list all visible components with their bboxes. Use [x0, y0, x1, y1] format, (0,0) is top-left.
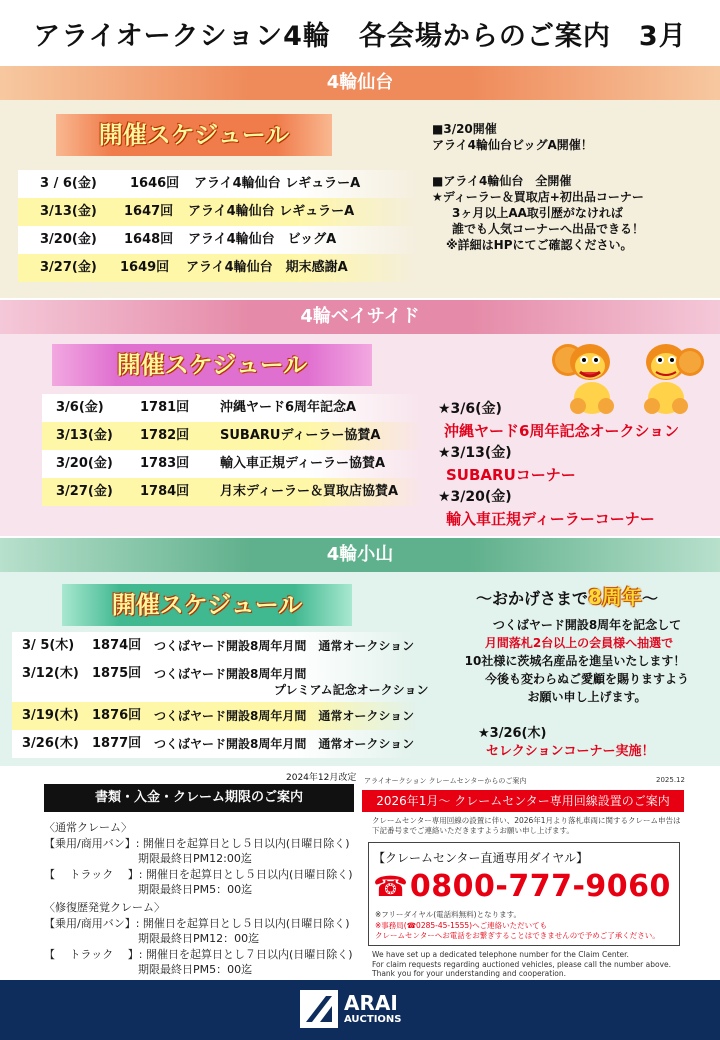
- docs-line: 【乗用/商用バン】: 開催日を起算日とし５日以内(日曜日除く): [44, 836, 350, 850]
- phone-row: [373, 869, 671, 904]
- anniversary-heading: [476, 585, 658, 609]
- row-date: 3/27(金): [56, 484, 113, 499]
- section-sendai: [0, 66, 720, 298]
- row-number: 1874回: [92, 638, 142, 653]
- row-date: 3/19(木): [22, 708, 79, 723]
- dial-label: 【クレームセンター直通専用ダイヤル】: [373, 851, 589, 865]
- claim-header-left: アライオークション クレームセンターからのご案内: [364, 777, 527, 785]
- row-date: 3/ 5(木): [22, 638, 75, 653]
- schedule-heading: 開催スケジュール: [56, 114, 332, 156]
- row-date: 3 / 6(金): [40, 176, 97, 191]
- row-number: 1875回: [92, 666, 142, 681]
- english-line: Thank you for your understanding and cooperation.: [372, 969, 567, 979]
- claim-warning: [375, 921, 660, 941]
- docs-line: 〈通常クレーム〉: [44, 821, 132, 834]
- page-title: アライオークション4輪 各会場からのご案内 3月: [33, 21, 687, 52]
- row-name: つくばヤード開設8周年月間 通常オークション: [154, 737, 415, 751]
- anniversary-msg: お願い申し上げます。: [527, 690, 647, 704]
- schedule-list: [18, 170, 418, 282]
- docs-line: 期限最終日PM12：00迄: [138, 932, 260, 946]
- anniversary-msg: つくばヤード開設8周年を記念して: [492, 618, 682, 632]
- sendai-note: アライ4輪仙台ビッグA開催！: [432, 138, 593, 152]
- row-name: アライ4輪仙台 期末感謝A: [186, 260, 348, 275]
- docs-line: 期限最終日PM12:00迄: [138, 852, 252, 866]
- claim-intro-line: 下記番号までご連絡いただきますようお願い申し上げます。: [372, 826, 574, 835]
- row-name: アライ4輪仙台 レギュラーA: [194, 176, 361, 191]
- anniversary-post: ～: [641, 589, 658, 608]
- row-name: つくばヤード開設8周年月間: [154, 667, 307, 681]
- claim-header-right: 2025.12: [656, 776, 685, 784]
- schedule-row: [12, 632, 416, 660]
- anniversary-msg: 今後も変わらぬご愛顧を賜りますよう: [484, 672, 689, 686]
- sendai-note: ■アライ4輪仙台 全開催: [432, 174, 572, 188]
- docs-body: [44, 820, 353, 978]
- docs-title: 書類・入金・クレーム期限のご案内: [44, 784, 354, 812]
- row-date: 3/13(金): [56, 428, 113, 443]
- row-number: 1876回: [92, 708, 142, 723]
- bayside-note-body: 沖縄ヤード6周年記念オークション: [444, 422, 680, 440]
- logo-text-top: ARAI: [344, 991, 398, 1015]
- oyama-note-body: セレクションコーナー実施！: [486, 744, 655, 759]
- row-name: つくばヤード開設8周年月間 通常オークション: [154, 639, 415, 653]
- bayside-note-head: ★3/13(金): [438, 445, 512, 461]
- venue-band-sendai: 4輪仙台: [0, 66, 720, 100]
- row-name: 輸入車正規ディーラー協賛A: [220, 456, 386, 471]
- docs-line: 【 トラック 】: 開催日を起算日とし７日以内(日曜日除く): [44, 947, 353, 961]
- claim-intro: [372, 816, 681, 836]
- row-date: 3/27(金): [40, 260, 97, 275]
- phone-icon: ☎: [373, 870, 408, 903]
- row-name: SUBARUディーラー協賛A: [220, 428, 381, 443]
- claim-dial-box: [368, 842, 680, 946]
- venue-band-oyama: 4輪小山: [0, 538, 720, 572]
- row-date: 3/13(金): [40, 204, 97, 219]
- row-number: 1648回: [124, 232, 174, 247]
- sendai-note: ※詳細はHPにてご確認ください。: [446, 238, 633, 252]
- schedule-row: [12, 660, 429, 702]
- schedule-row: [12, 730, 416, 758]
- row-date: 3/26(木): [22, 736, 79, 751]
- schedule-list: [12, 632, 429, 758]
- bayside-note-body: SUBARUコーナー: [446, 466, 576, 484]
- phone-number[interactable]: 0800-777-9060: [409, 869, 671, 904]
- row-number: 1877回: [92, 736, 142, 751]
- schedule-row: [18, 170, 418, 198]
- sendai-note: 誰でも人気コーナーへ出品できる！: [452, 222, 645, 236]
- row-name: つくばヤード開設8周年月間 通常オークション: [154, 709, 415, 723]
- docs-line: 期限最終日PM5：00迄: [138, 883, 253, 897]
- row-date: 3/12(木): [22, 666, 79, 681]
- warning-line: ※事務局(☎0285-45-1555)へご連絡いただいても: [375, 921, 548, 930]
- schedule-row: [12, 702, 416, 730]
- arai-logo-mark-icon: [300, 990, 338, 1028]
- schedule-list: [42, 394, 422, 506]
- sendai-note: ★ディーラー＆買取店+初出品コーナー: [432, 190, 644, 204]
- docs-line: 期限最終日PM5：00迄: [138, 963, 253, 977]
- schedule-row: [18, 254, 418, 282]
- info-area: [0, 768, 720, 980]
- warning-line: クレームセンターへお電話をお繋ぎすることはできませんので予めご了承ください。: [375, 931, 660, 940]
- schedule-heading: 開催スケジュール: [52, 344, 372, 386]
- schedule-row: [42, 450, 422, 478]
- row-name: アライ4輪仙台 ビッグA: [188, 232, 337, 247]
- row-number: 1649回: [120, 260, 170, 275]
- row-date: 3/20(金): [56, 456, 113, 471]
- row-date: 3/20(金): [40, 232, 97, 247]
- row-name-line2: プレミアム記念オークション: [274, 683, 429, 697]
- bayside-note-head: ★3/20(金): [438, 489, 512, 505]
- docs-line: 【乗用/商用バン】: 開催日を起算日とし５日以内(日曜日除く): [44, 916, 350, 930]
- english-line: For claim requests regarding auctioned vehicles, please call the number above.: [372, 959, 672, 969]
- bayside-note-body: 輸入車正規ディーラーコーナー: [446, 510, 655, 528]
- schedule-row: [42, 478, 422, 506]
- anniversary-msg: 10社様に茨城名産品を進呈いたします！: [464, 654, 686, 668]
- english-line: We have set up a dedicated telephone number for the Claim Center.: [372, 950, 629, 959]
- row-number: 1782回: [140, 428, 190, 443]
- venue-band-bayside: 4輪ベイサイド: [0, 300, 720, 334]
- claim-intro-line: クレームセンター専用回線の設置に伴い、2026年1月より落札車両に関するクレーム申告は: [372, 816, 681, 825]
- row-name: 月末ディーラー＆買取店協賛A: [220, 484, 399, 499]
- section-bayside: [0, 300, 720, 536]
- anniversary-pre: ～おかげさまで: [476, 589, 589, 608]
- row-number: 1784回: [140, 484, 190, 499]
- claim-title: 2026年1月～ クレームセンター専用回線設置のご案内: [362, 790, 684, 812]
- anniversary-number: 8周年: [588, 585, 642, 609]
- schedule-row: [18, 226, 418, 254]
- revision-date: 2024年12月改定: [286, 773, 357, 783]
- row-date: 3/6(金): [56, 400, 104, 415]
- row-number: 1781回: [140, 400, 190, 415]
- oyama-note-head: ★3/26(木): [478, 726, 547, 741]
- sendai-note: ■3/20開催: [432, 122, 497, 136]
- logo-text-bottom: AUCTIONS: [344, 1014, 402, 1025]
- row-name: 沖縄ヤード6周年記念A: [220, 400, 357, 415]
- docs-line: 〈修復歴発覚クレーム〉: [44, 900, 165, 914]
- schedule-row: [18, 198, 418, 226]
- docs-line: 【 トラック 】: 開催日を起算日とし５日以内(日曜日除く): [44, 867, 353, 881]
- free-dial-note: ※フリーダイヤル(電話料無料)となります。: [375, 910, 522, 919]
- claim-english: [372, 950, 671, 979]
- anniversary-msg: 月間落札2台以上の会員様へ抽選で: [484, 636, 674, 650]
- row-number: 1647回: [124, 204, 174, 219]
- row-name: アライ4輪仙台 レギュラーA: [188, 204, 355, 219]
- row-number: 1783回: [140, 456, 190, 471]
- section-oyama: [0, 538, 720, 766]
- schedule-heading: 開催スケジュール: [62, 584, 352, 626]
- arai-logo[interactable]: [300, 990, 402, 1028]
- schedule-row: [42, 422, 422, 450]
- row-number: 1646回: [130, 176, 180, 191]
- bayside-note-head: ★3/6(金): [438, 401, 502, 417]
- sendai-note: 3ヶ月以上AA取引歴がなければ: [452, 206, 623, 220]
- schedule-row: [42, 394, 422, 422]
- footer: [0, 980, 720, 1040]
- shisa-mascots-icon: [548, 336, 708, 418]
